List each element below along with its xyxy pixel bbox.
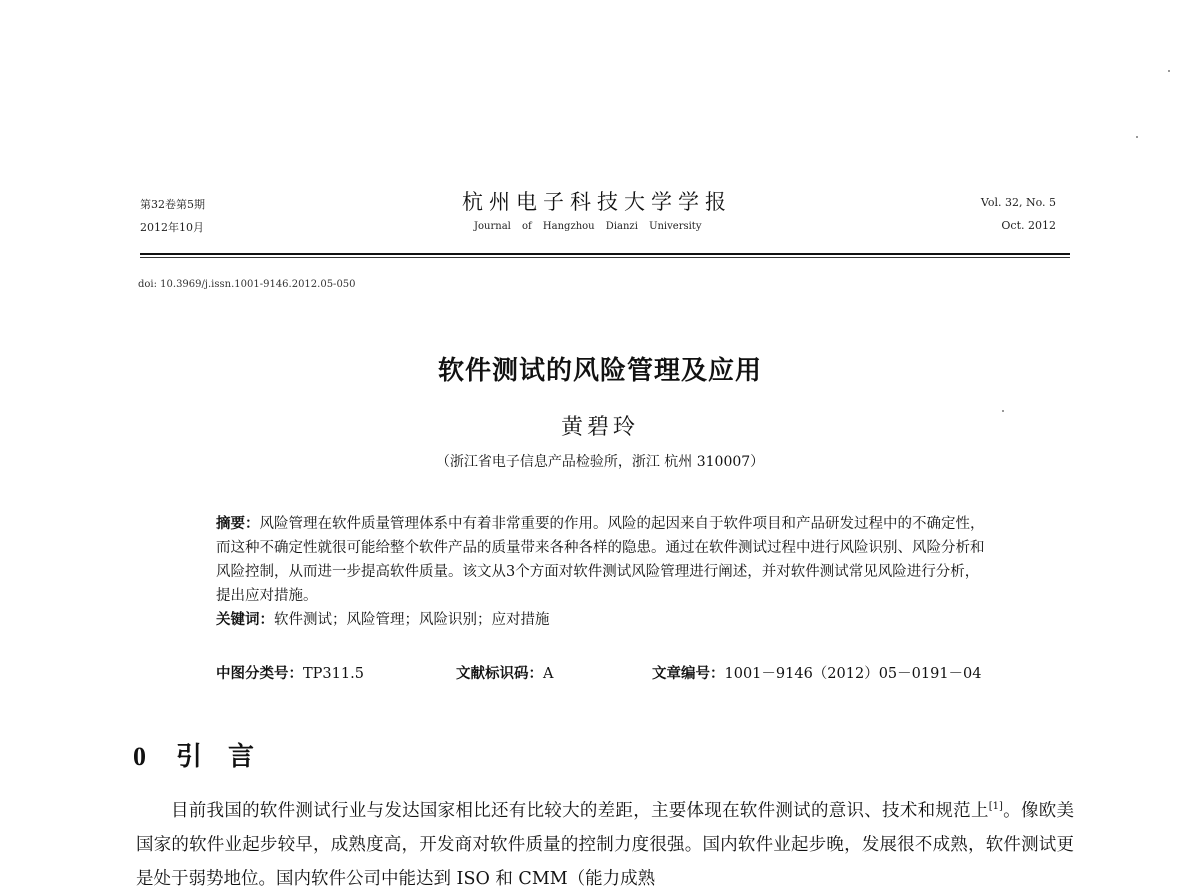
section-title: 引 言 [176,742,255,772]
abstract-paragraph [216,512,988,608]
clc-label: 中图分类号： [216,666,303,682]
keywords-text: 软件测试；风险管理；风险识别；应对措施 [274,612,550,628]
citation-ref: [1] [988,801,1003,812]
scan-speck [1168,70,1170,72]
journal-title-cn: 杭州电子科技大学学报 [462,190,732,214]
section-number: 0 [133,742,146,771]
keywords-label: 关键词： [216,612,274,628]
clc-field [216,664,364,684]
header-rule-thin [140,257,1070,258]
intro-text-b: 。像欧美国家的软件业起步较早，成熟度高，开发商对软件质量的控制力度很强。国内软件业起步晚，发展很不成熟，软件测试更是处于弱势地位。国内软件公司中能达到 ISO 和 CMM（能力成熟 [136,800,1074,889]
date-en: Oct. 2012 [1001,219,1056,232]
article-no-value: 1001－9146（2012）05－0191－04 [724,666,982,682]
article-no-label: 文章编号： [652,666,725,682]
abstract-block [216,512,988,632]
volume-issue-cn: 第32卷第5期 [140,198,205,211]
doc-code-field [456,664,553,684]
scan-speck [1002,410,1004,412]
section-heading [133,736,254,773]
intro-text-a: 目前我国的软件测试行业与发达国家相比还有比较大的差距，主要体现在软件测试的意识、技术和规范上 [171,800,989,821]
keywords-line [216,608,988,632]
article-title: 软件测试的风险管理及应用 [437,356,762,386]
journal-title-en: Journal of Hangzhou Dianzi University [474,221,702,232]
intro-paragraph [136,790,1074,896]
doi-line: doi: 10.3969/j.issn.1001-9146.2012.05-050 [138,279,356,290]
date-cn: 2012年10月 [140,221,204,234]
volume-issue-en: Vol. 32, No. 5 [980,196,1056,209]
abstract-text: 风险管理在软件质量管理体系中有着非常重要的作用。风险的起因来自于软件项目和产品研发过程中的不确定性，而这种不确定性就很可能给整个软件产品的质量带来各种各样的隐患。通过在软件测试过程中进行风险识别、风险分析和风险控制，从而进一步提高软件质量。该文从3个方面对软件测试风险管理进行阐述，并对软件测试常见风险进行分析，提出应对措施。 [216,516,985,604]
author-affiliation: （浙江省电子信息产品检验所，浙江 杭州 310007） [435,454,765,470]
header-rule [140,253,1070,255]
abstract-label: 摘要： [216,516,260,532]
scan-speck [1136,136,1138,138]
article-no-field [652,664,982,684]
doc-code-label: 文献标识码： [456,666,543,682]
doc-code-value: A [543,666,554,682]
article-author: 黄碧玲 [560,415,639,440]
clc-value: TP311.5 [303,666,364,682]
